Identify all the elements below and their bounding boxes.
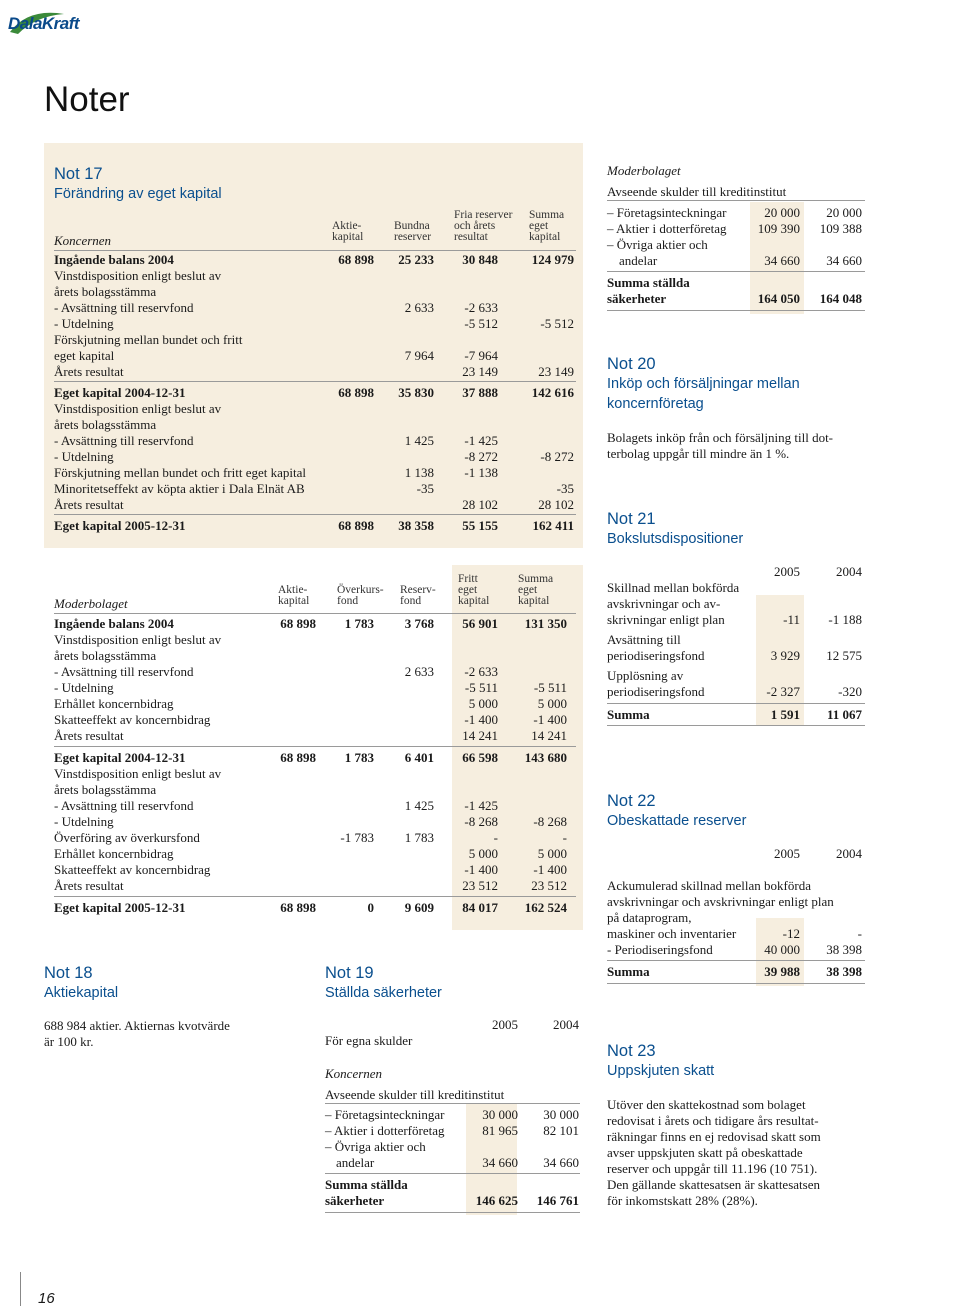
koncernen-row-label: - Avsättning till reservfond [54,300,194,315]
koncernen-cell: -1 138 [464,465,498,480]
note19b-cell: 20 000 [764,205,800,220]
koncernen-cell: -5 512 [464,316,498,331]
note19b-desc: Avseende skulder till kreditinstitut [607,184,787,199]
note19-year-2005: 2005 [492,1017,518,1032]
koncernen-row-label: Vinstdisposition enligt beslut av [54,268,222,283]
koncernen-cell: 1 138 [404,465,434,480]
moderbolaget-cell: 84 017 [462,900,498,915]
note19-row-label: – Aktier i dotterföretag [325,1123,445,1138]
koncernen-header-cell: och årets [454,220,496,232]
note19-cell: 82 101 [543,1123,579,1138]
koncernen-header-cell: resultat [454,231,488,243]
moderbolaget-header-cell: Summa [518,573,554,585]
moderbolaget-cell: -1 783 [340,830,374,845]
note19b-cell: 109 388 [819,221,862,236]
moderbolaget-cell: - [562,830,567,845]
koncernen-row-label: Ingående balans 2004 [54,252,174,267]
note18-text [44,1018,230,1050]
note21-cell: 3 929 [770,648,800,663]
koncernen-cell: -1 425 [464,433,498,448]
note19-year-2004: 2004 [553,1017,579,1032]
note19b-total-label [607,275,690,307]
koncernen-row-label: Förskjutning mellan bundet och fritt [54,332,243,347]
note19b-total-2005: 164 050 [757,291,800,306]
moderbolaget-cell: - [493,830,498,845]
koncernen-cell: 28 102 [538,497,574,512]
note19b-cell: 109 390 [757,221,800,236]
moderbolaget-label: Moderbolaget [54,596,128,611]
note21-total-2005: 1 591 [770,707,800,722]
note21-rule [607,703,865,704]
moderbolaget-header-cell: Fritt [458,573,478,585]
moderbolaget-row-label: - Avsättning till reservfond [54,664,194,679]
moderbolaget-cell: -1 400 [533,712,567,727]
note22-cell: 38 398 [826,942,862,957]
moderbolaget-cell: 14 241 [531,728,567,743]
note22-year-2004: 2004 [836,846,862,861]
note22-description [607,878,834,926]
moderbolaget-cell: 3 768 [404,616,434,631]
note21-cell: -11 [783,612,800,627]
koncernen-row-label: Vinstdisposition enligt beslut av [54,401,222,416]
note22-description-line: avskrivningar och avskrivningar enligt plan [607,894,834,909]
koncernen-label: Koncernen [54,233,112,248]
koncernen-header-cell: Bundna [394,220,430,232]
note22-cell: 40 000 [764,942,800,957]
note19b-cell: 20 000 [826,205,862,220]
note19-sub: För egna skulder [325,1033,413,1048]
koncernen-cell: 68 898 [338,385,374,400]
note18-text-line: 688 984 aktier. Aktiernas kvotvärde [44,1018,230,1033]
moderbolaget-row-label: - Avsättning till reservfond [54,798,194,813]
note20-text-line: Bolagets inköp från och försäljning till dot- [607,430,834,445]
koncernen-cell: 68 898 [338,518,374,533]
note22-cell: -12 [782,926,800,941]
note23-text-line: Utöver den skattekostnad som bolaget [607,1097,806,1112]
moderbolaget-cell: 1 425 [404,798,434,813]
moderbolaget-cell: 14 241 [462,728,498,743]
note23-text-line: reserver och uppgår till 11.196 (10 751). [607,1161,818,1176]
koncernen-cell: -8 272 [464,449,498,464]
note23-text-line: avser uppskjuten skatt på obeskattade [607,1145,803,1160]
koncernen-header-cell: reserver [394,231,432,243]
note20-title-line: Inköp och försäljningar mellan [607,376,800,392]
moderbolaget-cell: 1 783 [344,750,374,765]
note20-text [607,430,833,462]
note19b-total-2004: 164 048 [819,291,862,306]
koncernen-cell: 37 888 [462,385,498,400]
moderbolaget-row-label: Vinstdisposition enligt beslut av [54,632,222,647]
koncernen-cell: 124 979 [531,252,574,267]
note22-total-2004: 38 398 [826,964,862,979]
note21-year-2004: 2004 [836,564,862,579]
note19-bottom-rule [325,1212,580,1213]
koncernen-header-cell: kapital [332,231,364,243]
page-number: 16 [38,1290,55,1307]
moderbolaget-cell: -8 268 [533,814,567,829]
footer-divider [20,1272,21,1306]
moderbolaget-cell: 23 512 [462,878,498,893]
koncernen-cell: 142 616 [531,385,574,400]
moderbolaget-cell: 6 401 [404,750,434,765]
note21-row-label: skrivningar enligt plan [607,612,725,627]
koncernen-row-label: Eget kapital 2005-12-31 [54,518,186,533]
note22-number: Not 22 [607,792,656,810]
note19b-total-label-line: Summa ställda [607,275,690,290]
note19-cell: 30 000 [543,1107,579,1122]
note22-title: Obeskattade reserver [607,813,747,829]
moderbolaget-header-cell: fond [400,595,422,607]
note22-total-2005: 39 988 [764,964,800,979]
moderbolaget-row-label: Erhållet koncernbidrag [54,846,174,861]
note19-cell: 81 965 [482,1123,518,1138]
note23-text-line: räkningar finns en ej redovisad skatt som [607,1129,821,1144]
moderbolaget-cell: 1 783 [404,830,434,845]
note19b-rule [607,200,865,201]
note22-total-label: Summa [607,964,650,979]
note19-total-label-line: säkerheter [325,1193,385,1208]
note19b-cell: 34 660 [764,253,800,268]
moderbolaget-cell: -2 633 [464,664,498,679]
moderbolaget-row-label: Årets resultat [54,728,124,743]
moderbolaget-cell: 5 000 [468,696,498,711]
koncernen-row-label: - Utdelning [54,449,114,464]
moderbolaget-cell: -1 400 [464,862,498,877]
koncernen-header-cell: Fria reserver [454,209,513,221]
note21-title: Bokslutsdispositioner [607,531,744,547]
moderbolaget-row-label: Vinstdisposition enligt beslut av [54,766,222,781]
koncernen-cell: -7 964 [464,348,498,363]
moderbolaget-header-cell: kapital [458,595,490,607]
koncernen-cell: 28 102 [462,497,498,512]
koncernen-cell: 1 425 [404,433,434,448]
moderbolaget-row-label: Skatteeffekt av koncernbidrag [54,862,211,877]
note23-text [607,1097,821,1209]
note19-row-label: andelar [336,1155,375,1170]
koncernen-cell: 25 233 [398,252,434,267]
note18-number: Not 18 [44,964,93,982]
moderbolaget-cell: -8 268 [464,814,498,829]
moderbolaget-row-label: - Utdelning [54,680,114,695]
koncernen-cell: -35 [556,481,574,496]
moderbolaget-cell: 68 898 [280,616,316,631]
moderbolaget-header-cell: fond [337,595,359,607]
moderbolaget-header-cell: Överkurs- [337,584,384,596]
koncernen-row-label: årets bolagsstämma [54,284,157,299]
moderbolaget-row-label: årets bolagsstämma [54,782,157,797]
moderbolaget-row-label: - Utdelning [54,814,114,829]
koncernen-cell: -35 [416,481,434,496]
koncernen-cell: 7 964 [404,348,434,363]
moderbolaget-row-label: Eget kapital 2004-12-31 [54,750,186,765]
note21-cell: -2 327 [766,684,800,699]
moderbolaget-header-cell: Aktie- [278,584,308,596]
note17-number: Not 17 [54,165,103,183]
note19b-row-label: andelar [619,253,658,268]
note22-rule [607,960,865,961]
note21-cell: -320 [838,684,862,699]
note19-subtotal-rule [325,1173,580,1174]
note19-total-2005: 146 625 [475,1193,518,1208]
moderbolaget-cell: -5 511 [533,680,567,695]
koncernen-cell: 2 633 [404,300,434,315]
note19b-row-label: – Företagsinteckningar [607,205,727,220]
note22-bottom-rule [607,983,865,984]
note17-title: Förändring av eget kapital [54,186,222,202]
moderbolaget-cell: 143 680 [524,750,567,765]
note19b-row-label: – Övriga aktier och [607,237,708,252]
moderbolaget-cell: 5 000 [537,696,567,711]
note20-text-line: terbolag uppgår till mindre än 1 %. [607,446,790,461]
note20-number: Not 20 [607,355,656,373]
koncernen-cell: 35 830 [398,385,434,400]
note19-cell: 30 000 [482,1107,518,1122]
note19b-group: Moderbolaget [607,163,681,178]
note21-row-label: Avsättning till [607,632,681,647]
koncernen-header-cell: eget [529,220,549,232]
note22-row-label: maskiner och inventarier [607,926,737,941]
koncernen-cell: -8 272 [540,449,574,464]
koncernen-row-label: Förskjutning mellan bundet och fritt eget kapital [54,465,307,480]
koncernen-row-label: Årets resultat [54,364,124,379]
note21-row-label: periodiseringsfond [607,684,705,699]
note21-row-label: Upplösning av [607,668,684,683]
moderbolaget-header-cell: eget [518,584,538,596]
koncernen-cell: 68 898 [338,252,374,267]
koncernen-cell: 23 149 [538,364,574,379]
note21-row-label: avskrivningar och av- [607,596,721,611]
moderbolaget-cell: 66 598 [462,750,498,765]
note21-cell: 12 575 [826,648,862,663]
moderbolaget-cell: -1 425 [464,798,498,813]
note21-bottom-rule [607,725,865,726]
koncernen-row-label: årets bolagsstämma [54,417,157,432]
page-title: Noter [44,80,130,119]
note19-title: Ställda säkerheter [325,985,442,1001]
moderbolaget-header-rule [54,613,576,614]
note22-cell: - [857,926,862,941]
koncernen-row-label: - Avsättning till reservfond [54,433,194,448]
note19-total-label-line: Summa ställda [325,1177,408,1192]
moderbolaget-row-label: Årets resultat [54,878,124,893]
note21-year-2005: 2005 [774,564,800,579]
moderbolaget-cell: 9 609 [404,900,434,915]
moderbolaget-header-cell: Reserv- [400,584,436,596]
note19-desc: Avseende skulder till kreditinstitut [325,1087,505,1102]
moderbolaget-cell: 2 633 [404,664,434,679]
moderbolaget-cell: 0 [367,900,374,915]
note23-text-line: för inkomstskatt 28% (28%). [607,1193,758,1208]
note21-number: Not 21 [607,510,656,528]
moderbolaget-cell: 56 901 [462,616,498,631]
moderbolaget-cell: 68 898 [280,750,316,765]
note19-row-label: – Övriga aktier och [325,1139,426,1154]
koncernen-cell: 55 155 [462,518,498,533]
moderbolaget-row-label: Erhållet koncernbidrag [54,696,174,711]
note21-cell: -1 188 [828,612,862,627]
note21-row-label: Skillnad mellan bokförda [607,580,740,595]
moderbolaget-row-label: Skatteeffekt av koncernbidrag [54,712,211,727]
note23-text-line: redovisat i årets och tidigare års resultat- [607,1113,819,1128]
moderbolaget-cell: 162 524 [524,900,567,915]
note20-title-line: koncernföretag [607,396,704,412]
moderbolaget-header-cell: eget [458,584,478,596]
koncernen-header-cell: Summa [529,209,565,221]
koncernen-header-cell: kapital [529,231,561,243]
koncernen-subtotal-rule [54,381,576,382]
koncernen-row-label: Minoritetseffekt av köpta aktier i Dala Elnät AB [54,481,305,496]
moderbolaget-subtotal-rule [54,746,576,747]
note21-total-2004: 11 067 [826,707,862,722]
koncernen-cell: 162 411 [532,518,574,533]
note19-group: Koncernen [325,1066,383,1081]
koncernen-header-cell: Aktie- [332,220,362,232]
logo-text: DalaKraft [8,14,80,33]
note19-number: Not 19 [325,964,374,982]
moderbolaget-cell: -5 511 [464,680,498,695]
moderbolaget-row-label: Eget kapital 2005-12-31 [54,900,186,915]
note19-total-label [325,1177,408,1209]
note19b-cell: 34 660 [826,253,862,268]
koncernen-cell: -2 633 [464,300,498,315]
note22-row-label: - Periodiseringsfond [607,942,713,957]
note22-description-line: på dataprogram, [607,910,692,925]
moderbolaget-row-label: årets bolagsstämma [54,648,157,663]
koncernen-row-label: - Utdelning [54,316,114,331]
koncernen-row-label: Årets resultat [54,497,124,512]
moderbolaget-cell: 5 000 [468,846,498,861]
koncernen-subtotal-rule [54,514,576,515]
note19-rule [325,1103,580,1104]
moderbolaget-subtotal-rule [54,896,576,897]
koncernen-row-label: Eget kapital 2004-12-31 [54,385,186,400]
note19-cell: 34 660 [482,1155,518,1170]
note19-cell: 34 660 [543,1155,579,1170]
note19-total-2004: 146 761 [536,1193,579,1208]
note19b-total-label-line: säkerheter [607,291,667,306]
koncernen-cell: 38 358 [398,518,434,533]
note22-year-2005: 2005 [774,846,800,861]
moderbolaget-cell: 131 350 [524,616,567,631]
koncernen-cell: 30 848 [462,252,498,267]
note19b-subtotal-rule [607,271,865,272]
note19b-bottom-rule [607,310,865,311]
note18-text-line: är 100 kr. [44,1034,94,1049]
note22-description-line: Ackumulerad skillnad mellan bokförda [607,878,811,893]
note23-number: Not 23 [607,1042,656,1060]
note21-total-label: Summa [607,707,650,722]
koncernen-row-label: eget kapital [54,348,115,363]
note23-text-line: Den gällande skattesatsen är skattesatsen [607,1177,820,1192]
moderbolaget-row-label: Ingående balans 2004 [54,616,174,631]
moderbolaget-header-cell: kapital [278,595,310,607]
note20-title [607,374,800,414]
moderbolaget-cell: 1 783 [344,616,374,631]
company-logo [8,14,79,34]
moderbolaget-cell: -1 400 [533,862,567,877]
moderbolaget-cell: 68 898 [280,900,316,915]
note18-title: Aktiekapital [44,985,119,1001]
moderbolaget-header-cell: kapital [518,595,550,607]
moderbolaget-cell: -1 400 [464,712,498,727]
note23-title: Uppskjuten skatt [607,1063,715,1079]
note21-row-label: periodiseringsfond [607,648,705,663]
moderbolaget-cell: 23 512 [531,878,567,893]
moderbolaget-cell: 5 000 [537,846,567,861]
note19-row-label: – Företagsinteckningar [325,1107,445,1122]
koncernen-cell: 23 149 [462,364,498,379]
moderbolaget-row-label: Överföring av överkursfond [54,830,200,845]
koncernen-cell: -5 512 [540,316,574,331]
note19b-row-label: – Aktier i dotterföretag [607,221,727,236]
koncernen-header-rule [54,250,576,251]
